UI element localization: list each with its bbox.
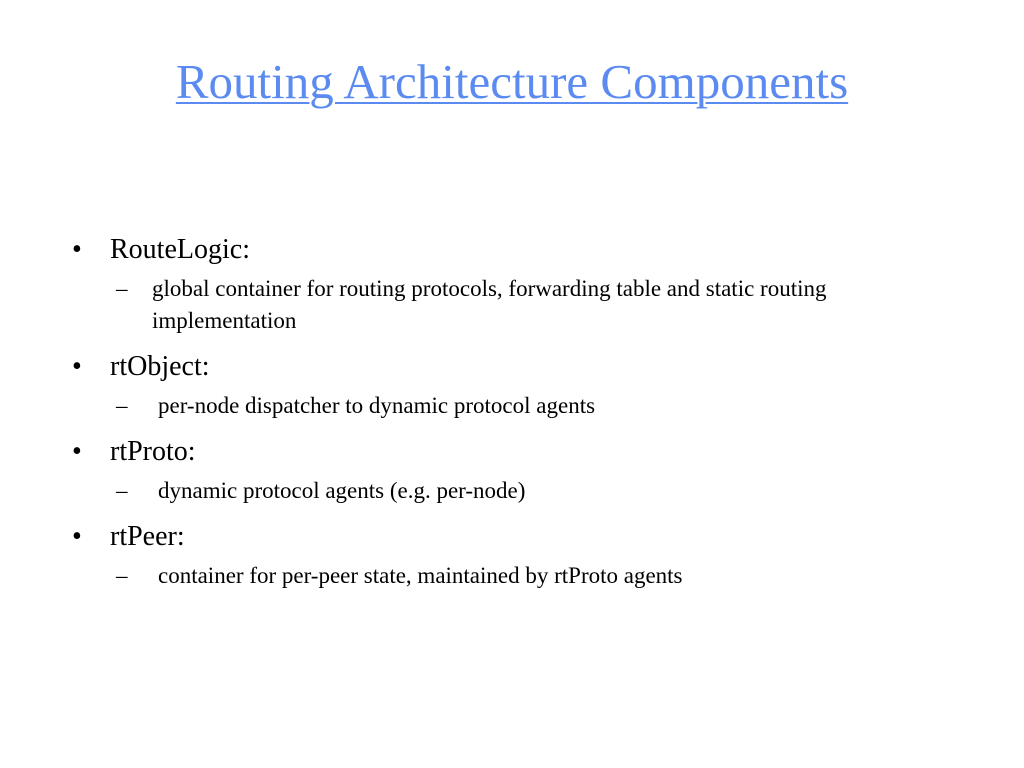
bullet-item-rtobject	[70, 347, 950, 387]
dash-icon: –	[116, 393, 128, 418]
sub-item-text: dynamic protocol agents (e.g. per-node)	[158, 478, 526, 503]
sub-item-rtobject	[116, 390, 950, 422]
bullet-item-rtpeer	[70, 517, 950, 557]
dash-icon: –	[116, 276, 128, 301]
bullet-item-rtproto	[70, 432, 950, 472]
bullet-item-routelogic	[70, 230, 950, 270]
bullet-icon: •	[72, 351, 82, 382]
bullet-term: rtPeer:	[110, 521, 185, 552]
bullet-icon: •	[72, 436, 82, 467]
sub-item-rtproto	[116, 475, 950, 507]
dash-icon: –	[116, 563, 128, 588]
bullet-icon: •	[72, 521, 82, 552]
sub-item-text: container for per-peer state, maintained by rtProto agents	[158, 563, 683, 588]
bullet-icon: •	[72, 234, 82, 265]
dash-icon: –	[116, 478, 128, 503]
bullet-term: rtProto:	[110, 436, 196, 467]
bullet-term: rtObject:	[110, 351, 210, 382]
sub-item-text: per-node dispatcher to dynamic protocol agents	[158, 393, 596, 418]
sub-item-routelogic	[116, 273, 950, 337]
slide-title[interactable]: Routing Architecture Components	[175, 54, 849, 109]
bullet-list	[70, 230, 950, 598]
sub-item-rtpeer	[116, 560, 950, 592]
bullet-term: RouteLogic:	[110, 234, 250, 265]
sub-item-text: global container for routing protocols, forwarding table and static routing implementation	[152, 276, 827, 333]
